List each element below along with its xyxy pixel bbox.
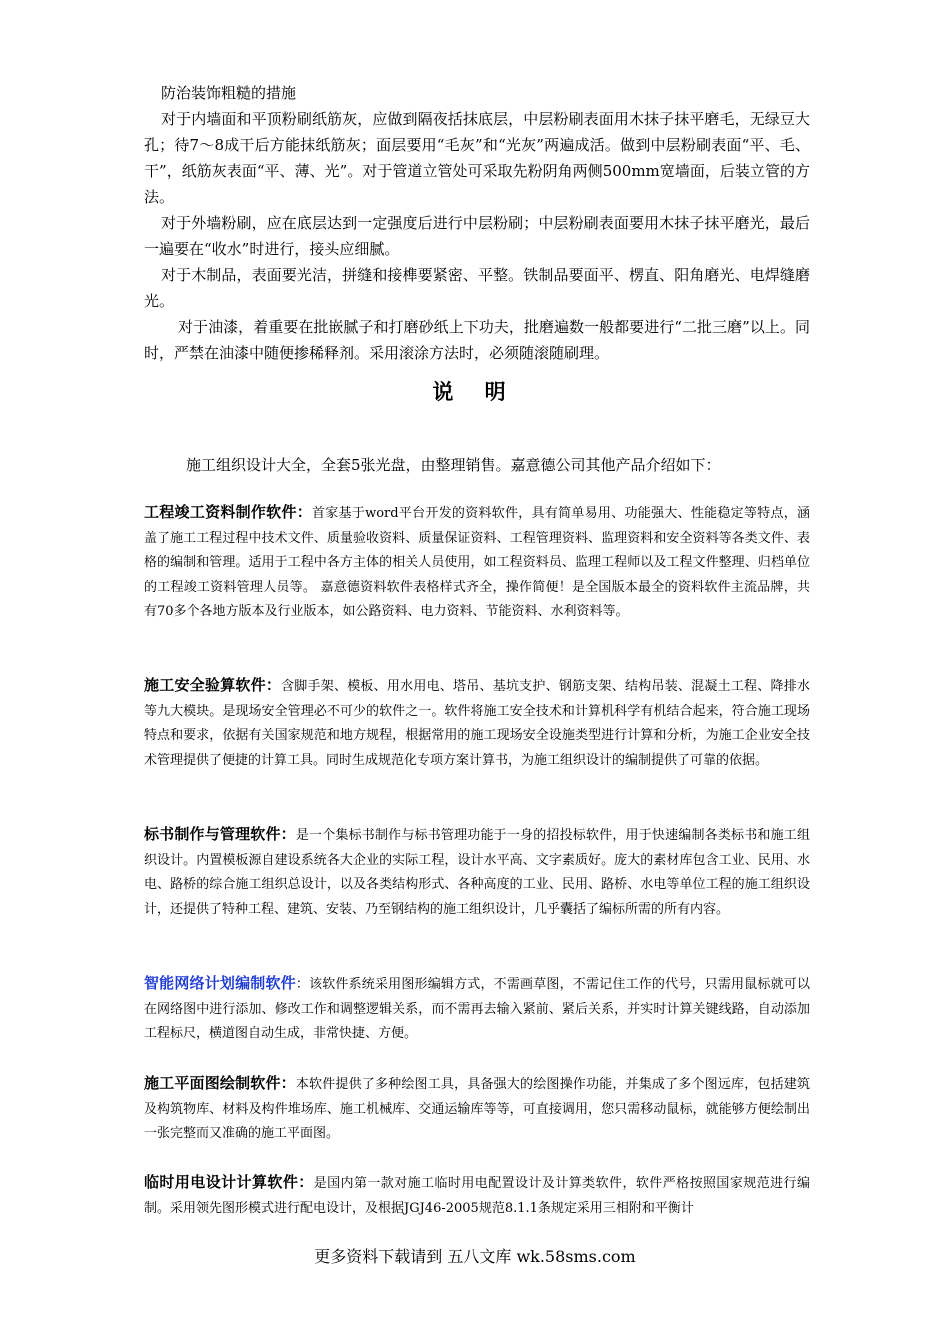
paragraph: 对于油漆，着重要在批嵌腻子和打磨砂纸上下功夫，批磨遍数一般都要进行“二批三磨”以上。同时，严禁在油漆中随便掺稀释剂。采用滚涂方法时，必须随滚随刷理。 — [144, 318, 810, 362]
product-item — [144, 822, 810, 922]
product-name: 工程竣工资料制作软件： — [144, 503, 312, 521]
product-name-separator: ： — [295, 977, 310, 992]
product-name: 施工安全验算软件： — [144, 676, 282, 694]
product-item — [144, 1170, 810, 1221]
product-description: 本软件提供了多种绘图工具，具备强大的绘图操作功能，并集成了多个图远库，包括建筑及构筑物库、材料及构件堆场库、施工机械库、交通运输库等等，可直接调用，您只需移动鼠标，就能够方便绘制出一张完整而又准确的施工平面图。 — [144, 1077, 810, 1141]
product-item — [144, 1071, 810, 1147]
product-description: 是一个集标书制作与标书管理功能于一身的招投标软件，用于快速编制各类标书和施工组织设计。内置模板源自建设系统各大企业的实际工程，设计水平高、文字素质好。庞大的素材库包含工业、民用、水电、路桥的综合施工组织总设计，以及各类结构形式、各种高度的工业、民用、路桥、水电等单位工程的施工组织设计，还提供了特种工程、建筑、安装、乃至钢结构的施工组织设计，几乎囊括了编标所需的所有内容。 — [144, 828, 810, 917]
intro-text: 施工组织设计大全，全套5张光盘，由整理销售。嘉意德公司其他产品介绍如下： — [186, 456, 721, 474]
product-description: 含脚手架、模板、用水用电、塔吊、基坑支护、钢筋支架、结构吊装、混凝土工程、降排水等九大模块。是现场安全管理必不可少的软件之一。软件将施工安全技术和计算机科学有机结合起来，符合施工现场特点和要求，依据有关国家规范和地方规程，根据常用的施工现场安全设施类型进行计算和分析，为施工企业安全技术管理提供了便捷的计算工具。同时生成规范化专项方案计算书，为施工组织设计的编制提供了可靠的依据。 — [144, 679, 810, 768]
page-title: 说 明 — [432, 379, 518, 404]
product-description: 首家基于word平台开发的资料软件，具有简单易用、功能强大、性能稳定等特点，涵盖了施工工程过程中技术文件、质量验收资料、质量保证资料、工程管理资料、监理资料和安全资料等各类文件、表格的编制和管理。适用于工程中各方主体的相关人员使用，如工程资料员、监理工程师以及工程文件整理、归档单位的工程竣工资料管理人员等。 嘉意德资料软件表格样式齐全，操作简便！是全国版本最全的资料软件主流品牌，共有70多个各地方版本及行业版本，如公路资料、电力资料、节能资料、水利资料等。 — [144, 506, 810, 619]
paragraph: 对于外墙粉刷，应在底层达到一定强度后进行中层粉刷；中层粉刷表面要用木抹子抹平磨光，最后一遍要在“收水”时进行，接头应细腻。 — [144, 214, 810, 258]
product-name: 标书制作与管理软件： — [144, 825, 296, 843]
product-item — [144, 971, 810, 1047]
product-description: 该软件系统采用图形编辑方式，不需画草图，不需记住工作的代号，只需用鼠标就可以在网络图中进行添加、修改工作和调整逻辑关系，而不需再去输入紧前、紧后关系，并实时计算关键线路，自动添加工程标尺，横道图自动生成，非常快捷、方便。 — [144, 977, 810, 1041]
paragraph: 对于内墙面和平顶粉刷纸筋灰，应做到隔夜括抹底层，中层粉刷表面用木抹子抹平磨毛，无绿豆大孔；待7～8成干后方能抹纸筋灰；面层要用“毛灰”和“光灰”两遍成活。做到中层粉刷表面“平、毛、干”，纸筋灰表面“平、薄、光”。对于管道立管处可采取先粉阴角两侧500mm宽墙面，后装立管的方法。 — [144, 110, 810, 206]
product-name: 智能网络计划编制软件 — [144, 974, 296, 992]
product-description: 是国内第一款对施工临时用电配置设计及计算类软件，软件严格按照国家规范进行编制。采用领先图形模式进行配电设计，及根据JGJ46-2005规范8.1.1条规定采用三相附和平衡计 — [144, 1176, 810, 1216]
paragraph: 对于木制品，表面要光洁，拼缝和接榫要紧密、平整。铁制品要面平、楞直、阳角磨光、电焊缝磨光。 — [144, 266, 810, 310]
section-heading: 防治装饰粗糙的措施 — [161, 84, 297, 102]
product-item — [144, 500, 810, 625]
product-name: 临时用电设计计算软件： — [144, 1173, 314, 1191]
product-item — [144, 673, 810, 773]
footer-text: 更多资料下载请到 五八文库 wk.58sms.com — [314, 1247, 636, 1266]
measures-section — [144, 80, 810, 366]
product-name: 施工平面图绘制软件： — [144, 1074, 296, 1092]
